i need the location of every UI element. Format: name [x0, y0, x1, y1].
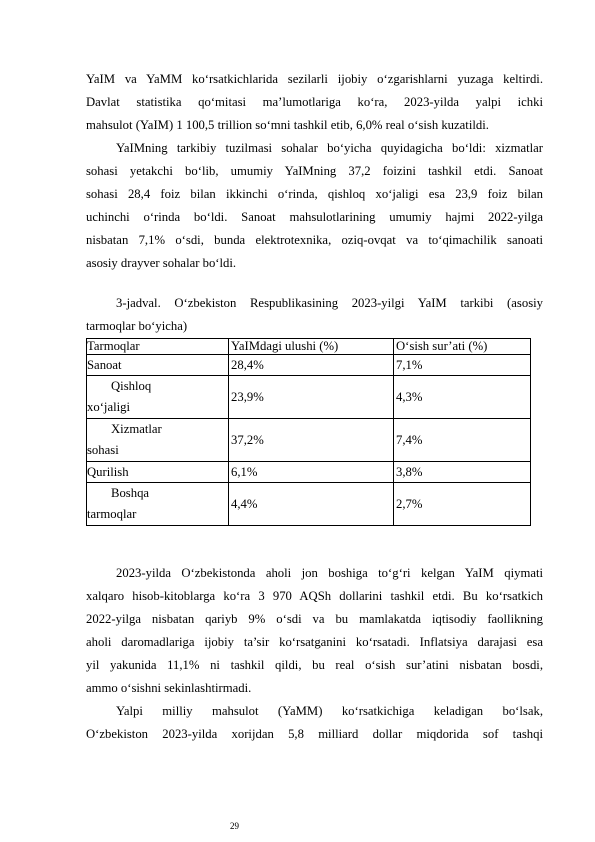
sector-line2: sohasi — [87, 443, 119, 457]
text-line: O‘zbekiston 2023-yilda xorijdan 5,8 milliard dollar miqdorida sof tashqi — [86, 727, 543, 741]
text-line: Yalpi milliy mahsulot (YaMM) ko‘rsatkichiga keladigan bo‘lsak, — [116, 704, 543, 718]
share-value: 28,4% — [231, 357, 264, 372]
text-line: sohasi yetakchi bo‘lib, umumiy YaIMning 37,2 foizini tashkil etdi. Sanoat — [86, 164, 543, 178]
paragraph-intro — [86, 68, 543, 137]
header-share — [229, 339, 394, 355]
cell-share — [229, 462, 394, 483]
caption-line: tarmoqlar bo‘yicha) — [86, 319, 188, 333]
cell-growth — [394, 419, 531, 462]
paragraph-per-capita — [86, 562, 543, 700]
text-line: asosiy drayver sohalar bo‘ldi. — [86, 256, 237, 270]
cell-growth — [394, 376, 531, 419]
cell-share — [229, 483, 394, 526]
header-growth-text: O‘sish sur’ati (%) — [396, 339, 488, 353]
share-value: 37,2% — [231, 432, 264, 447]
text-line: aholi daromadlariga ijobiy ta’sir ko‘rsatganini ko‘rsatadi. Inflatsiya darajasi esa — [86, 635, 543, 649]
cell-share — [229, 355, 394, 376]
cell-sector — [87, 376, 229, 419]
table-row — [87, 376, 531, 419]
header-sector: Tarmoqlar — [87, 339, 229, 355]
text-line: uchinchi o‘rinda bo‘ldi. Sanoat mahsulotlarining umumiy hajmi 2022-yilga — [86, 210, 543, 224]
header-growth — [394, 339, 531, 355]
table-row — [87, 419, 531, 462]
cell-share — [229, 376, 394, 419]
table-row — [87, 483, 531, 526]
cell-sector: Sanoat — [87, 355, 229, 376]
text-line: mahsulot (YaIM) 1 100,5 trillion so‘mni tashkil etib, 6,0% real o‘sish kuzatildi. — [86, 118, 489, 132]
page-number: 29 — [230, 821, 239, 831]
paragraph-structure — [86, 137, 543, 275]
text-line: ammo o‘sishni sekinlashtirmadi. — [86, 681, 252, 695]
share-value: 23,9% — [231, 389, 264, 404]
sector-line2: xo‘jaligi — [87, 400, 130, 414]
text-line: nisbatan 7,1% o‘sdi, bunda elektrotexnika, oziq-ovqat va to‘qimachilik sanoati — [86, 233, 543, 247]
sector-line1: Boshqa — [111, 486, 150, 500]
text-line: yil yakunida 11,1% ni tashkil qildi, bu real o‘sish sur’atini nisbatan bosdi, — [86, 658, 543, 672]
growth-value: 4,3% — [396, 389, 423, 404]
table-row — [87, 355, 531, 376]
gdp-structure-table — [86, 338, 531, 526]
text-line: Davlat statistika qo‘mitasi ma’lumotlariga ko‘ra, 2023-yilda yalpi ichki — [86, 95, 543, 109]
text-line: 2023-yilda O‘zbekistonda aholi jon boshiga to‘g‘ri kelgan YaIM qiymati — [116, 566, 543, 580]
text-line: xalqaro hisob-kitoblarga ko‘ra 3 970 AQSh dollarini tashkil etdi. Bu ko‘rsatkich — [86, 589, 543, 603]
cell-growth — [394, 355, 531, 376]
growth-value: 3,8% — [396, 464, 423, 479]
sector-line1: Qishloq — [111, 379, 152, 393]
text-line: sohasi 28,4 foiz bilan ikkinchi o‘rinda, qishloq xo‘jaligi esa 23,9 foiz bilan — [86, 187, 543, 201]
table-row — [87, 462, 531, 483]
cell-growth — [394, 462, 531, 483]
table-caption — [86, 292, 543, 338]
cell-sector — [87, 419, 229, 462]
growth-value: 7,4% — [396, 432, 423, 447]
table-header-row — [87, 339, 531, 355]
share-value: 6,1% — [231, 464, 258, 479]
caption-line: 3-jadval. O‘zbekiston Respublikasining 2023-yilgi YaIM tarkibi (asosiy — [116, 296, 543, 310]
cell-growth — [394, 483, 531, 526]
sector-line2: tarmoqlar — [87, 507, 137, 521]
share-value: 4,4% — [231, 496, 258, 511]
text-line: YaIMning tarkibiy tuzilmasi sohalar bo‘yicha quyidagicha bo‘ldi: xizmatlar — [116, 141, 543, 155]
paragraph-gni — [86, 700, 543, 746]
header-share-text: YaIMdagi ulushi (%) — [231, 339, 339, 353]
cell-sector — [87, 483, 229, 526]
cell-share — [229, 419, 394, 462]
text-line: YaIM va YaMM ko‘rsatkichlarida sezilarli ijobiy o‘zgarishlarni yuzaga keltirdi. — [86, 72, 543, 86]
text-line: 2022-yilga nisbatan qariyb 9% o‘sdi va bu mamlakatda iqtisodiy faollikning — [86, 612, 543, 626]
growth-value: 7,1% — [396, 357, 423, 372]
sector-line1: Xizmatlar — [111, 422, 162, 436]
cell-sector: Qurilish — [87, 462, 229, 483]
growth-value: 2,7% — [396, 496, 423, 511]
